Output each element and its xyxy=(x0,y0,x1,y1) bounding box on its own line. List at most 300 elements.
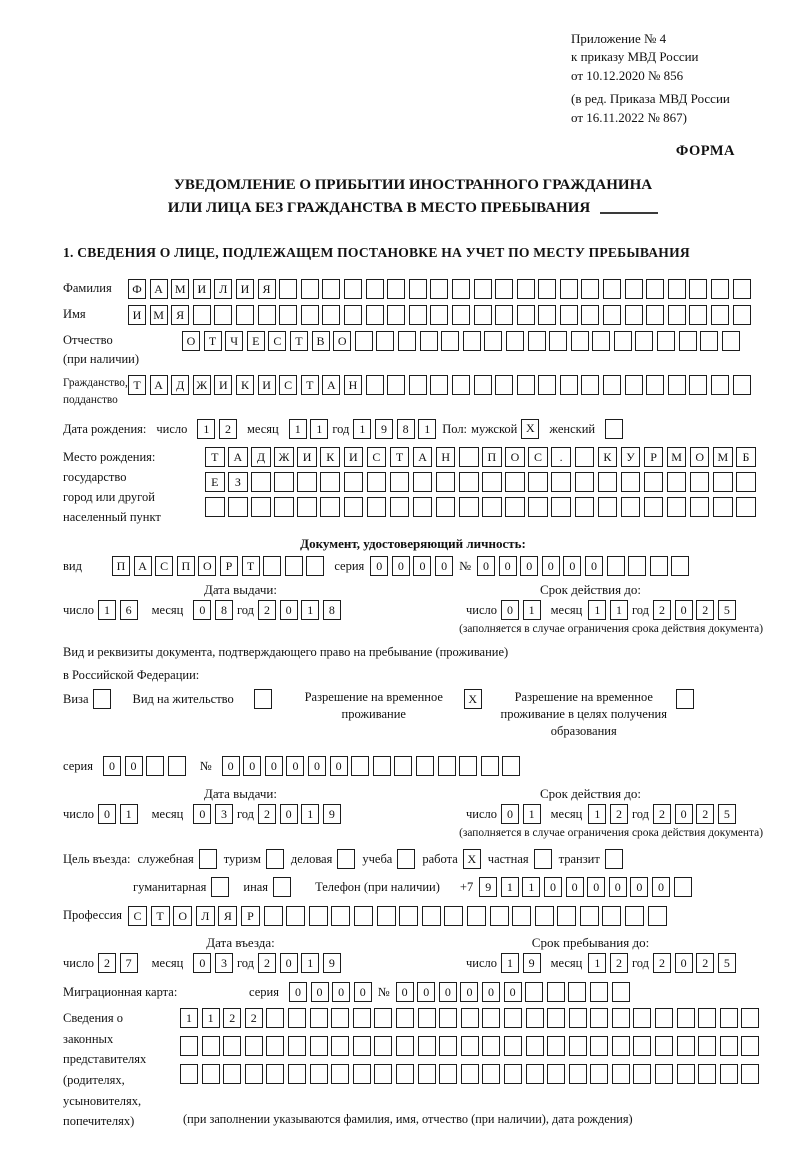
char-cell[interactable]: 1 xyxy=(610,600,628,620)
char-cell[interactable] xyxy=(736,472,756,492)
char-cell[interactable] xyxy=(367,497,387,517)
char-cell[interactable] xyxy=(711,305,729,325)
char-cell[interactable]: 1 xyxy=(501,877,519,897)
char-cell[interactable] xyxy=(648,906,667,926)
char-cell[interactable] xyxy=(517,279,535,299)
char-cell[interactable] xyxy=(258,305,276,325)
char-cell[interactable]: Е xyxy=(205,472,225,492)
char-cell[interactable]: Л xyxy=(196,906,215,926)
char-cell[interactable] xyxy=(720,1008,738,1028)
char-cell[interactable]: 0 xyxy=(332,982,350,1002)
char-cell[interactable] xyxy=(285,556,303,576)
char-cell[interactable]: 0 xyxy=(396,982,414,1002)
char-cell[interactable] xyxy=(373,756,391,776)
char-cell[interactable]: С xyxy=(268,331,286,351)
char-cell[interactable] xyxy=(301,305,319,325)
char-cell[interactable] xyxy=(621,472,641,492)
char-cell[interactable]: 0 xyxy=(289,982,307,1002)
char-cell[interactable]: 0 xyxy=(544,877,562,897)
char-cell[interactable] xyxy=(474,279,492,299)
char-cell[interactable] xyxy=(439,1036,457,1056)
char-cell[interactable] xyxy=(459,497,479,517)
char-cell[interactable] xyxy=(590,1036,608,1056)
char-cell[interactable]: Т xyxy=(390,447,410,467)
char-cell[interactable] xyxy=(607,556,625,576)
char-cell[interactable]: К xyxy=(236,375,254,395)
char-cell[interactable]: Ч xyxy=(225,331,243,351)
char-cell[interactable] xyxy=(720,1036,738,1056)
char-cell[interactable] xyxy=(690,497,710,517)
char-cell[interactable] xyxy=(528,497,548,517)
char-cell[interactable] xyxy=(430,279,448,299)
char-cell[interactable] xyxy=(502,756,520,776)
char-cell[interactable]: 0 xyxy=(587,877,605,897)
char-cell[interactable] xyxy=(353,1036,371,1056)
char-cell[interactable]: 1 xyxy=(180,1008,198,1028)
char-cell[interactable]: 2 xyxy=(258,600,276,620)
char-cell[interactable] xyxy=(713,472,733,492)
char-cell[interactable] xyxy=(422,906,441,926)
char-cell[interactable] xyxy=(592,331,610,351)
char-cell[interactable]: 2 xyxy=(219,419,237,439)
sex-male-checkbox[interactable]: X xyxy=(521,419,539,439)
char-cell[interactable] xyxy=(590,982,608,1002)
char-cell[interactable]: Ф xyxy=(128,279,146,299)
char-cell[interactable] xyxy=(452,305,470,325)
char-cell[interactable]: Ж xyxy=(274,447,294,467)
char-cell[interactable] xyxy=(322,305,340,325)
char-cell[interactable] xyxy=(436,497,456,517)
char-cell[interactable] xyxy=(310,1008,328,1028)
char-cell[interactable] xyxy=(603,375,621,395)
char-cell[interactable]: 0 xyxy=(413,556,431,576)
char-cell[interactable] xyxy=(331,1036,349,1056)
char-cell[interactable]: 0 xyxy=(280,600,298,620)
char-cell[interactable] xyxy=(354,906,373,926)
char-cell[interactable] xyxy=(625,906,644,926)
char-cell[interactable] xyxy=(689,375,707,395)
char-cell[interactable] xyxy=(463,331,481,351)
char-cell[interactable]: 0 xyxy=(482,982,500,1002)
char-cell[interactable] xyxy=(700,331,718,351)
char-cell[interactable] xyxy=(274,497,294,517)
char-cell[interactable]: Е xyxy=(247,331,265,351)
char-cell[interactable] xyxy=(598,497,618,517)
char-cell[interactable]: 0 xyxy=(585,556,603,576)
char-cell[interactable]: Я xyxy=(218,906,237,926)
char-cell[interactable] xyxy=(482,472,502,492)
char-cell[interactable] xyxy=(366,279,384,299)
char-cell[interactable] xyxy=(655,1064,673,1084)
char-cell[interactable] xyxy=(223,1036,241,1056)
char-cell[interactable]: Д xyxy=(251,447,271,467)
char-cell[interactable] xyxy=(526,1036,544,1056)
char-cell[interactable]: . xyxy=(551,447,571,467)
char-cell[interactable]: 9 xyxy=(479,877,497,897)
char-cell[interactable]: 1 xyxy=(501,953,519,973)
char-cell[interactable] xyxy=(720,1064,738,1084)
char-cell[interactable]: 2 xyxy=(245,1008,263,1028)
char-cell[interactable]: 0 xyxy=(98,804,116,824)
char-cell[interactable]: Д xyxy=(171,375,189,395)
char-cell[interactable] xyxy=(366,375,384,395)
char-cell[interactable] xyxy=(387,279,405,299)
char-cell[interactable] xyxy=(288,1064,306,1084)
char-cell[interactable]: 0 xyxy=(286,756,304,776)
char-cell[interactable] xyxy=(733,375,751,395)
char-cell[interactable]: С xyxy=(279,375,297,395)
char-cell[interactable] xyxy=(396,1008,414,1028)
char-cell[interactable] xyxy=(331,906,350,926)
char-cell[interactable]: 0 xyxy=(609,877,627,897)
char-cell[interactable]: 0 xyxy=(501,600,519,620)
char-cell[interactable]: О xyxy=(173,906,192,926)
char-cell[interactable]: 8 xyxy=(215,600,233,620)
char-cell[interactable]: А xyxy=(150,375,168,395)
char-cell[interactable]: 0 xyxy=(435,556,453,576)
char-cell[interactable]: 0 xyxy=(477,556,495,576)
char-cell[interactable] xyxy=(677,1064,695,1084)
char-cell[interactable] xyxy=(538,375,556,395)
char-cell[interactable]: Т xyxy=(128,375,146,395)
char-cell[interactable] xyxy=(251,497,271,517)
char-cell[interactable]: 0 xyxy=(563,556,581,576)
char-cell[interactable] xyxy=(279,305,297,325)
char-cell[interactable] xyxy=(366,305,384,325)
char-cell[interactable] xyxy=(320,472,340,492)
char-cell[interactable]: 0 xyxy=(280,953,298,973)
char-cell[interactable] xyxy=(482,1064,500,1084)
char-cell[interactable]: 2 xyxy=(258,953,276,973)
char-cell[interactable] xyxy=(657,331,675,351)
char-cell[interactable] xyxy=(646,375,664,395)
char-cell[interactable]: М xyxy=(150,305,168,325)
char-cell[interactable] xyxy=(614,331,632,351)
char-cell[interactable]: 1 xyxy=(310,419,328,439)
char-cell[interactable] xyxy=(633,1008,651,1028)
char-cell[interactable] xyxy=(387,375,405,395)
char-cell[interactable] xyxy=(713,497,733,517)
char-cell[interactable] xyxy=(396,1064,414,1084)
char-cell[interactable]: А xyxy=(413,447,433,467)
char-cell[interactable] xyxy=(538,279,556,299)
char-cell[interactable] xyxy=(490,906,509,926)
char-cell[interactable] xyxy=(612,1036,630,1056)
char-cell[interactable] xyxy=(374,1036,392,1056)
char-cell[interactable] xyxy=(355,331,373,351)
char-cell[interactable] xyxy=(309,906,328,926)
char-cell[interactable] xyxy=(409,279,427,299)
char-cell[interactable]: П xyxy=(112,556,130,576)
char-cell[interactable] xyxy=(689,279,707,299)
char-cell[interactable]: 1 xyxy=(418,419,436,439)
char-cell[interactable] xyxy=(223,1064,241,1084)
char-cell[interactable] xyxy=(612,1064,630,1084)
char-cell[interactable] xyxy=(557,906,576,926)
char-cell[interactable] xyxy=(266,1036,284,1056)
char-cell[interactable]: Т xyxy=(205,447,225,467)
char-cell[interactable] xyxy=(671,556,689,576)
char-cell[interactable]: 0 xyxy=(265,756,283,776)
char-cell[interactable]: 0 xyxy=(675,953,693,973)
char-cell[interactable] xyxy=(461,1008,479,1028)
char-cell[interactable]: У xyxy=(621,447,641,467)
char-cell[interactable] xyxy=(667,472,687,492)
char-cell[interactable] xyxy=(306,556,324,576)
char-cell[interactable] xyxy=(297,472,317,492)
char-cell[interactable] xyxy=(495,375,513,395)
char-cell[interactable]: П xyxy=(177,556,195,576)
char-cell[interactable] xyxy=(482,497,502,517)
char-cell[interactable]: 0 xyxy=(675,600,693,620)
char-cell[interactable] xyxy=(677,1008,695,1028)
char-cell[interactable] xyxy=(575,497,595,517)
purpose-other-checkbox[interactable] xyxy=(273,877,291,897)
char-cell[interactable] xyxy=(547,1064,565,1084)
char-cell[interactable]: 1 xyxy=(588,953,606,973)
char-cell[interactable]: М xyxy=(713,447,733,467)
char-cell[interactable]: 0 xyxy=(566,877,584,897)
char-cell[interactable] xyxy=(650,556,668,576)
char-cell[interactable] xyxy=(245,1036,263,1056)
char-cell[interactable]: 9 xyxy=(523,953,541,973)
char-cell[interactable] xyxy=(297,497,317,517)
char-cell[interactable] xyxy=(504,1008,522,1028)
char-cell[interactable] xyxy=(274,472,294,492)
char-cell[interactable] xyxy=(399,906,418,926)
char-cell[interactable] xyxy=(633,1064,651,1084)
char-cell[interactable] xyxy=(625,279,643,299)
char-cell[interactable] xyxy=(590,1008,608,1028)
char-cell[interactable] xyxy=(474,305,492,325)
char-cell[interactable]: 0 xyxy=(193,953,211,973)
char-cell[interactable]: 0 xyxy=(125,756,143,776)
char-cell[interactable]: С xyxy=(367,447,387,467)
char-cell[interactable] xyxy=(698,1008,716,1028)
char-cell[interactable]: Ж xyxy=(193,375,211,395)
char-cell[interactable] xyxy=(535,906,554,926)
char-cell[interactable] xyxy=(733,279,751,299)
char-cell[interactable] xyxy=(420,331,438,351)
char-cell[interactable] xyxy=(571,331,589,351)
temp-residence-edu-checkbox[interactable] xyxy=(676,689,694,709)
char-cell[interactable] xyxy=(331,1064,349,1084)
char-cell[interactable]: 0 xyxy=(308,756,326,776)
char-cell[interactable] xyxy=(367,472,387,492)
char-cell[interactable] xyxy=(353,1008,371,1028)
char-cell[interactable] xyxy=(569,1064,587,1084)
char-cell[interactable] xyxy=(202,1036,220,1056)
purpose-study-checkbox[interactable] xyxy=(397,849,415,869)
char-cell[interactable] xyxy=(655,1036,673,1056)
char-cell[interactable]: 0 xyxy=(499,556,517,576)
char-cell[interactable] xyxy=(646,279,664,299)
char-cell[interactable]: 2 xyxy=(696,804,714,824)
char-cell[interactable] xyxy=(398,331,416,351)
char-cell[interactable]: Я xyxy=(171,305,189,325)
char-cell[interactable] xyxy=(438,756,456,776)
char-cell[interactable] xyxy=(441,331,459,351)
char-cell[interactable]: А xyxy=(228,447,248,467)
char-cell[interactable] xyxy=(320,497,340,517)
char-cell[interactable]: 0 xyxy=(542,556,560,576)
char-cell[interactable] xyxy=(146,756,164,776)
char-cell[interactable] xyxy=(245,1064,263,1084)
char-cell[interactable] xyxy=(698,1064,716,1084)
char-cell[interactable] xyxy=(506,331,524,351)
char-cell[interactable] xyxy=(581,375,599,395)
purpose-transit-checkbox[interactable] xyxy=(605,849,623,869)
char-cell[interactable] xyxy=(374,1064,392,1084)
char-cell[interactable] xyxy=(528,472,548,492)
char-cell[interactable] xyxy=(482,1008,500,1028)
char-cell[interactable] xyxy=(560,279,578,299)
char-cell[interactable]: 1 xyxy=(301,953,319,973)
visa-checkbox[interactable] xyxy=(93,689,111,709)
char-cell[interactable] xyxy=(484,331,502,351)
char-cell[interactable]: Н xyxy=(436,447,456,467)
char-cell[interactable] xyxy=(504,1036,522,1056)
char-cell[interactable]: И xyxy=(297,447,317,467)
char-cell[interactable]: А xyxy=(134,556,152,576)
char-cell[interactable] xyxy=(549,331,567,351)
char-cell[interactable] xyxy=(526,1008,544,1028)
char-cell[interactable] xyxy=(286,906,305,926)
char-cell[interactable] xyxy=(214,305,232,325)
char-cell[interactable] xyxy=(690,472,710,492)
char-cell[interactable] xyxy=(512,906,531,926)
char-cell[interactable] xyxy=(168,756,186,776)
char-cell[interactable]: 1 xyxy=(523,804,541,824)
char-cell[interactable]: 1 xyxy=(588,600,606,620)
char-cell[interactable] xyxy=(193,305,211,325)
char-cell[interactable]: 9 xyxy=(323,953,341,973)
char-cell[interactable]: 2 xyxy=(223,1008,241,1028)
char-cell[interactable]: Т xyxy=(242,556,260,576)
char-cell[interactable] xyxy=(481,756,499,776)
char-cell[interactable]: Б xyxy=(736,447,756,467)
char-cell[interactable] xyxy=(288,1036,306,1056)
char-cell[interactable] xyxy=(628,556,646,576)
char-cell[interactable] xyxy=(598,472,618,492)
char-cell[interactable] xyxy=(526,1064,544,1084)
char-cell[interactable] xyxy=(568,982,586,1002)
purpose-private-checkbox[interactable] xyxy=(534,849,552,869)
char-cell[interactable] xyxy=(266,1064,284,1084)
char-cell[interactable] xyxy=(633,1036,651,1056)
char-cell[interactable] xyxy=(288,1008,306,1028)
char-cell[interactable]: 0 xyxy=(520,556,538,576)
char-cell[interactable]: 0 xyxy=(311,982,329,1002)
char-cell[interactable]: 1 xyxy=(353,419,371,439)
char-cell[interactable]: 0 xyxy=(439,982,457,1002)
char-cell[interactable] xyxy=(236,305,254,325)
char-cell[interactable] xyxy=(331,1008,349,1028)
char-cell[interactable]: 0 xyxy=(460,982,478,1002)
char-cell[interactable] xyxy=(603,279,621,299)
char-cell[interactable] xyxy=(625,375,643,395)
char-cell[interactable] xyxy=(560,375,578,395)
char-cell[interactable] xyxy=(655,1008,673,1028)
char-cell[interactable]: 0 xyxy=(354,982,372,1002)
char-cell[interactable] xyxy=(418,1036,436,1056)
char-cell[interactable] xyxy=(547,1008,565,1028)
char-cell[interactable]: 0 xyxy=(222,756,240,776)
char-cell[interactable] xyxy=(377,906,396,926)
char-cell[interactable] xyxy=(580,906,599,926)
char-cell[interactable] xyxy=(180,1036,198,1056)
char-cell[interactable] xyxy=(301,279,319,299)
char-cell[interactable] xyxy=(668,279,686,299)
char-cell[interactable]: О xyxy=(333,331,351,351)
char-cell[interactable] xyxy=(505,497,525,517)
char-cell[interactable]: 1 xyxy=(197,419,215,439)
char-cell[interactable]: 6 xyxy=(120,600,138,620)
char-cell[interactable]: 0 xyxy=(193,600,211,620)
char-cell[interactable]: 5 xyxy=(718,600,736,620)
char-cell[interactable] xyxy=(612,1008,630,1028)
char-cell[interactable]: 5 xyxy=(718,953,736,973)
char-cell[interactable] xyxy=(668,375,686,395)
char-cell[interactable] xyxy=(689,305,707,325)
char-cell[interactable] xyxy=(525,982,543,1002)
char-cell[interactable] xyxy=(322,279,340,299)
char-cell[interactable]: 0 xyxy=(630,877,648,897)
char-cell[interactable]: Л xyxy=(214,279,232,299)
char-cell[interactable] xyxy=(416,756,434,776)
purpose-humanitarian-checkbox[interactable] xyxy=(211,877,229,897)
char-cell[interactable] xyxy=(569,1008,587,1028)
char-cell[interactable]: К xyxy=(598,447,618,467)
char-cell[interactable] xyxy=(505,472,525,492)
char-cell[interactable] xyxy=(677,1036,695,1056)
char-cell[interactable] xyxy=(474,375,492,395)
char-cell[interactable] xyxy=(390,472,410,492)
char-cell[interactable]: 5 xyxy=(718,804,736,824)
char-cell[interactable]: О xyxy=(505,447,525,467)
char-cell[interactable] xyxy=(467,906,486,926)
char-cell[interactable] xyxy=(528,331,546,351)
char-cell[interactable]: 0 xyxy=(417,982,435,1002)
purpose-tourism-checkbox[interactable] xyxy=(266,849,284,869)
char-cell[interactable]: А xyxy=(150,279,168,299)
char-cell[interactable]: М xyxy=(171,279,189,299)
char-cell[interactable] xyxy=(310,1064,328,1084)
char-cell[interactable]: 1 xyxy=(289,419,307,439)
char-cell[interactable] xyxy=(711,375,729,395)
char-cell[interactable]: 0 xyxy=(103,756,121,776)
char-cell[interactable] xyxy=(351,756,369,776)
char-cell[interactable] xyxy=(413,472,433,492)
char-cell[interactable] xyxy=(547,982,565,1002)
char-cell[interactable] xyxy=(495,279,513,299)
char-cell[interactable]: И xyxy=(193,279,211,299)
char-cell[interactable] xyxy=(264,906,283,926)
char-cell[interactable]: 1 xyxy=(301,804,319,824)
char-cell[interactable] xyxy=(711,279,729,299)
char-cell[interactable] xyxy=(621,497,641,517)
char-cell[interactable]: 0 xyxy=(193,804,211,824)
char-cell[interactable]: 1 xyxy=(202,1008,220,1028)
char-cell[interactable] xyxy=(644,497,664,517)
char-cell[interactable]: И xyxy=(258,375,276,395)
char-cell[interactable] xyxy=(741,1008,759,1028)
char-cell[interactable] xyxy=(387,305,405,325)
char-cell[interactable] xyxy=(344,497,364,517)
char-cell[interactable] xyxy=(560,305,578,325)
char-cell[interactable] xyxy=(376,331,394,351)
char-cell[interactable] xyxy=(569,1036,587,1056)
